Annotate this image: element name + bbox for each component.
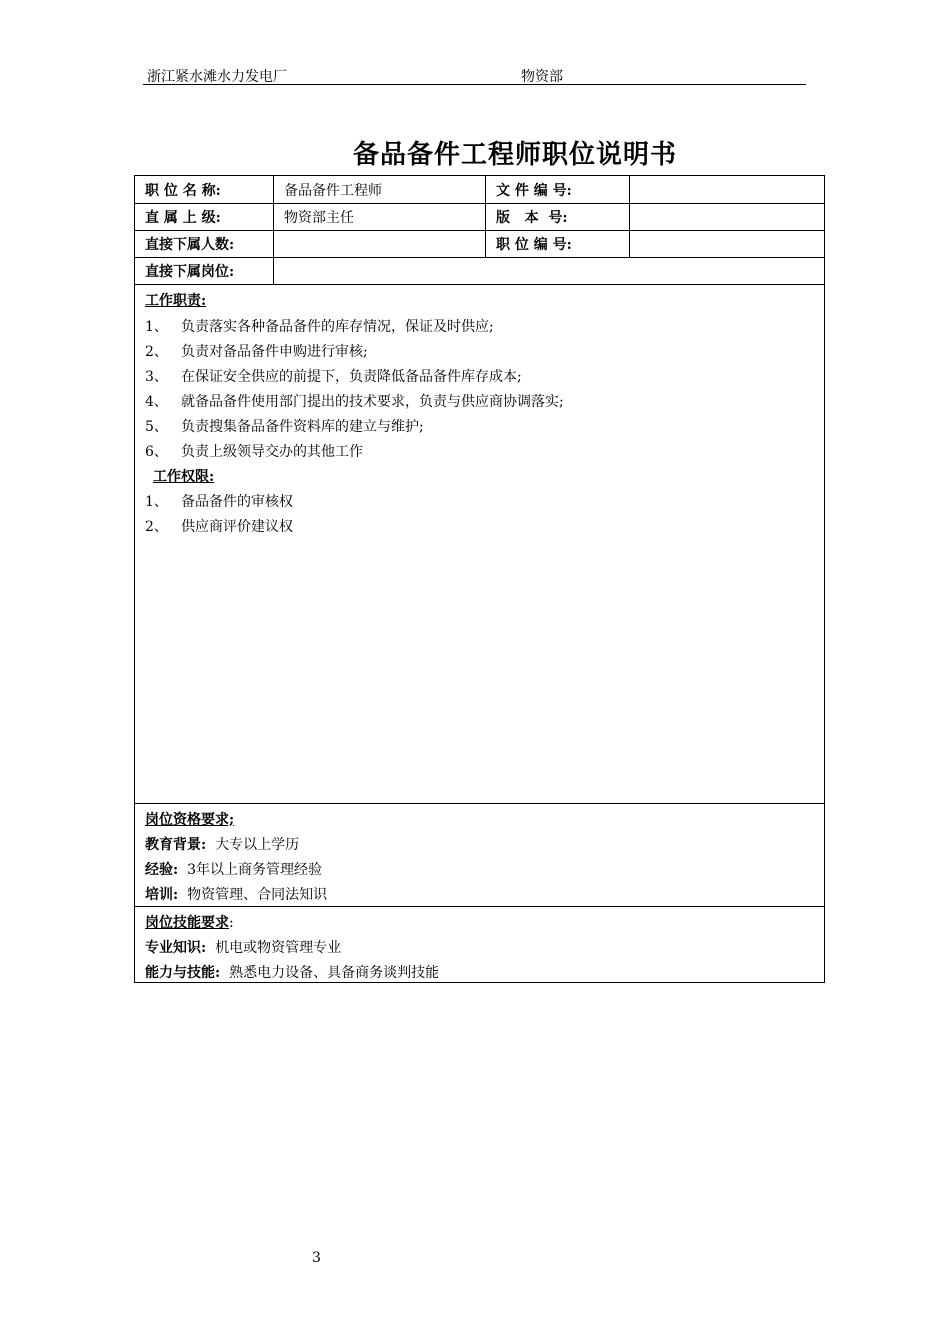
duty-item: 3、 在保证安全供应的前提下，负责降低备品备件库存成本; bbox=[145, 369, 522, 385]
header-department: 物资部 bbox=[521, 69, 563, 85]
authority-item: 2、 供应商评价建议权 bbox=[145, 519, 293, 535]
education-line: 教育背景: 大专以上学历 bbox=[145, 837, 300, 853]
skills-section bbox=[135, 907, 824, 982]
position-name-label: 职 位 名 称: bbox=[145, 182, 221, 199]
header-rule bbox=[143, 84, 806, 85]
version-value bbox=[629, 204, 824, 230]
duties-title: 工作职责: bbox=[145, 293, 207, 309]
row-superior bbox=[135, 204, 824, 231]
authority-item: 1、 备品备件的审核权 bbox=[145, 494, 293, 510]
duty-item: 1、 负责落实各种备品备件的库存情况，保证及时供应; bbox=[145, 319, 494, 335]
doc-no-value bbox=[629, 176, 824, 203]
duty-item: 2、 负责对备品备件申购进行审核; bbox=[145, 344, 368, 360]
ability-line: 能力与技能: 熟悉电力设备、具备商务谈判技能 bbox=[145, 965, 440, 981]
authority-title: 工作权限: bbox=[153, 469, 215, 485]
position-no-value bbox=[629, 231, 824, 257]
experience-line: 经验: 3年以上商务管理经验 bbox=[145, 862, 322, 878]
position-name-value: 备品备件工程师 bbox=[273, 176, 485, 203]
doc-no-label: 文 件 编 号: bbox=[485, 176, 629, 203]
row-subordinate-count bbox=[135, 231, 824, 258]
row-position-name bbox=[135, 176, 824, 204]
duties-section bbox=[135, 285, 824, 804]
knowledge-line: 专业知识: 机电或物资管理专业 bbox=[145, 940, 342, 956]
page-title: 备品备件工程师职位说明书 bbox=[352, 140, 677, 170]
qualifications-title: 岗位资格要求; bbox=[145, 812, 235, 828]
training-line: 培训: 物资管理、合同法知识 bbox=[145, 887, 328, 903]
job-description-form bbox=[134, 175, 825, 983]
version-label: 版 本 号: bbox=[485, 204, 629, 230]
subordinate-post-label: 直接下属岗位: bbox=[145, 264, 235, 280]
skills-title: 岗位技能要求: bbox=[145, 915, 234, 931]
position-no-label: 职 位 编 号: bbox=[485, 231, 629, 257]
superior-label: 直 属 上 级: bbox=[145, 210, 221, 226]
row-subordinate-post bbox=[135, 258, 824, 285]
duty-item: 6、 负责上级领导交办的其他工作 bbox=[145, 444, 363, 460]
qualifications-section bbox=[135, 804, 824, 907]
subordinate-post-value bbox=[273, 258, 824, 284]
superior-value: 物资部主任 bbox=[273, 204, 485, 230]
subordinate-count-value bbox=[273, 231, 485, 257]
subordinate-count-label: 直接下属人数: bbox=[145, 237, 235, 253]
page-number: 3 bbox=[312, 1250, 321, 1266]
duty-item: 5、 负责搜集备品备件资料库的建立与维护; bbox=[145, 419, 424, 435]
duty-item: 4、 就备品备件使用部门提出的技术要求，负责与供应商协调落实; bbox=[145, 394, 564, 410]
header-company: 浙江紧水滩水力发电厂 bbox=[147, 69, 287, 85]
